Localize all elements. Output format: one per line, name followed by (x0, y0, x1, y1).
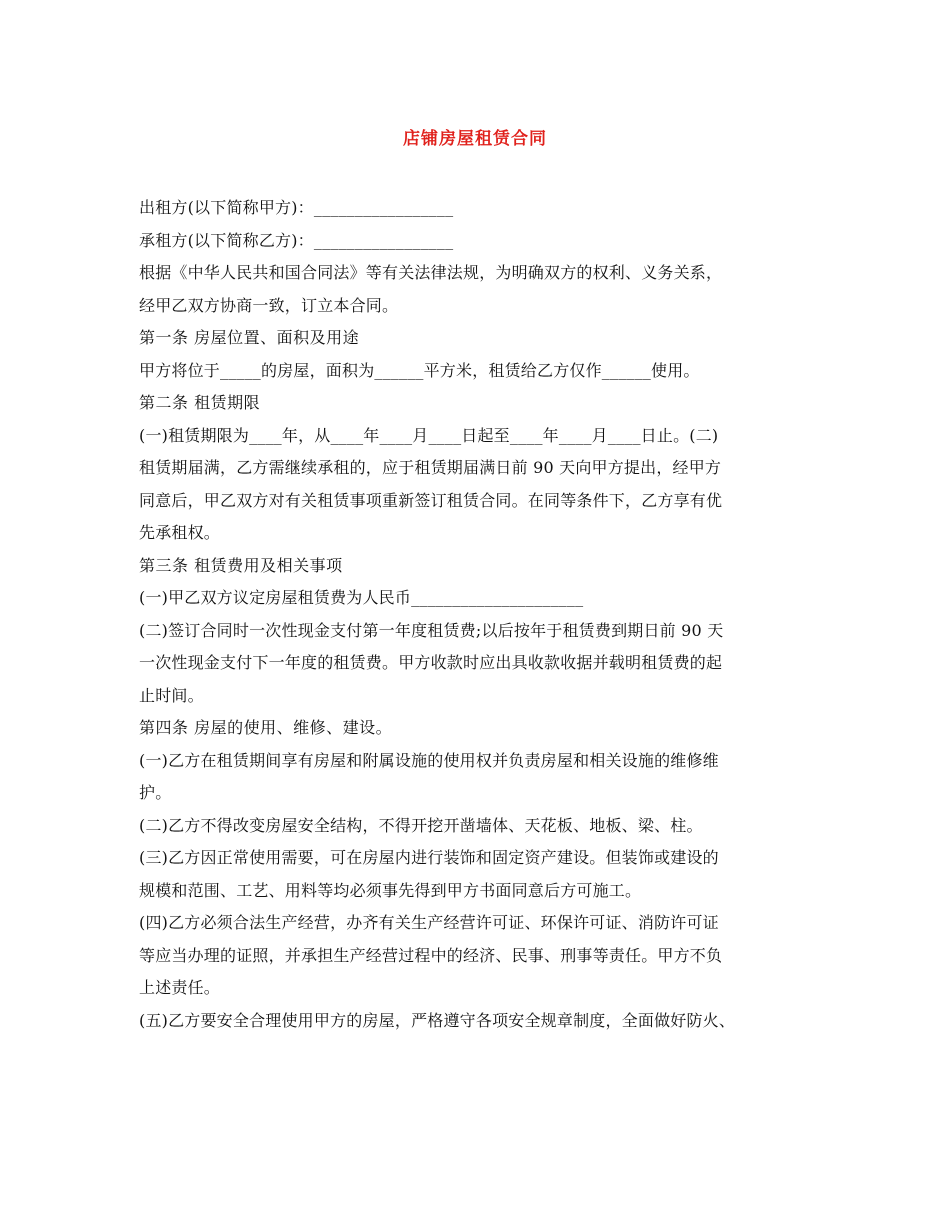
document-body (139, 192, 819, 1037)
paragraph-line: (一)租赁期限为____年，从____年____月____日起至____年____月____日止。(二) (139, 425, 719, 445)
paragraph-line: (一)甲乙双方议定房屋租赁费为人民币_____________________ (139, 588, 584, 607)
article-heading: 第一条 房屋位置、面积及用途 (139, 328, 360, 347)
document-title: 店铺房屋租赁合同 (403, 129, 547, 149)
paragraph-line: 先承租权。 (139, 523, 221, 542)
paragraph-line: 同意后，甲乙双方对有关租赁事项重新签订租赁合同。在同等条件下，乙方享有优 (139, 490, 723, 510)
paragraph-line: 租赁期届满，乙方需继续承租的，应于租赁期届满日前 90 天向甲方提出，经甲方 (139, 458, 722, 477)
article-heading: 第三条 租赁费用及相关事项 (139, 555, 343, 575)
paragraph-line: (二)乙方不得改变房屋安全结构，不得开挖开凿墙体、天花板、地板、梁、柱。 (139, 815, 703, 835)
paragraph-line: 止时间。 (139, 685, 204, 705)
lessee-line: 承租方(以下简称乙方)：_________________ (139, 230, 454, 250)
paragraph-line: 甲方将位于_____的房屋，面积为______平方米，租赁给乙方仅作______使用。 (139, 360, 700, 380)
paragraph-line: (三)乙方因正常使用需要，可在房屋内进行装饰和固定资产建设。但装饰或建设的 (139, 848, 719, 867)
paragraph-line: (四)乙方必须合法生产经营，办齐有关生产经营许可证、环保许可证、消防许可证 (139, 913, 719, 932)
paragraph-line: (五)乙方要安全合理使用甲方的房屋，严格遵守各项安全规章制度，全面做好防火、 (139, 1010, 736, 1030)
paragraph-line: 经甲乙双方协商一致，订立本合同。 (139, 295, 399, 315)
paragraph-line: 上述责任。 (139, 978, 221, 997)
paragraph-line: 根据《中华人民共和国合同法》等有关法律法规，为明确双方的权利、义务关系， (139, 263, 723, 282)
paragraph-line: 护。 (139, 783, 172, 802)
paragraph-line: (一)乙方在租赁期间享有房屋和附属设施的使用权并负责房屋和相关设施的维修维 (139, 750, 719, 770)
lessor-line: 出租方(以下简称甲方)：_________________ (139, 198, 454, 217)
paragraph-line: 一次性现金支付下一年度的租赁费。甲方收款时应出具收款收据并载明租赁费的起 (139, 653, 723, 672)
paragraph-line: (二)签订合同时一次性现金支付第一年度租赁费;以后按年于租赁费到期日前 90 天 (139, 620, 724, 640)
paragraph-line: 等应当办理的证照，并承担生产经营过程中的经济、民事、刑事等责任。甲方不负 (139, 945, 723, 965)
article-heading: 第四条 房屋的使用、维修、建设。 (139, 718, 393, 737)
paragraph-line: 规模和范围、工艺、用料等均必须事先得到甲方书面同意后方可施工。 (139, 880, 642, 900)
article-heading: 第二条 租赁期限 (139, 393, 261, 412)
